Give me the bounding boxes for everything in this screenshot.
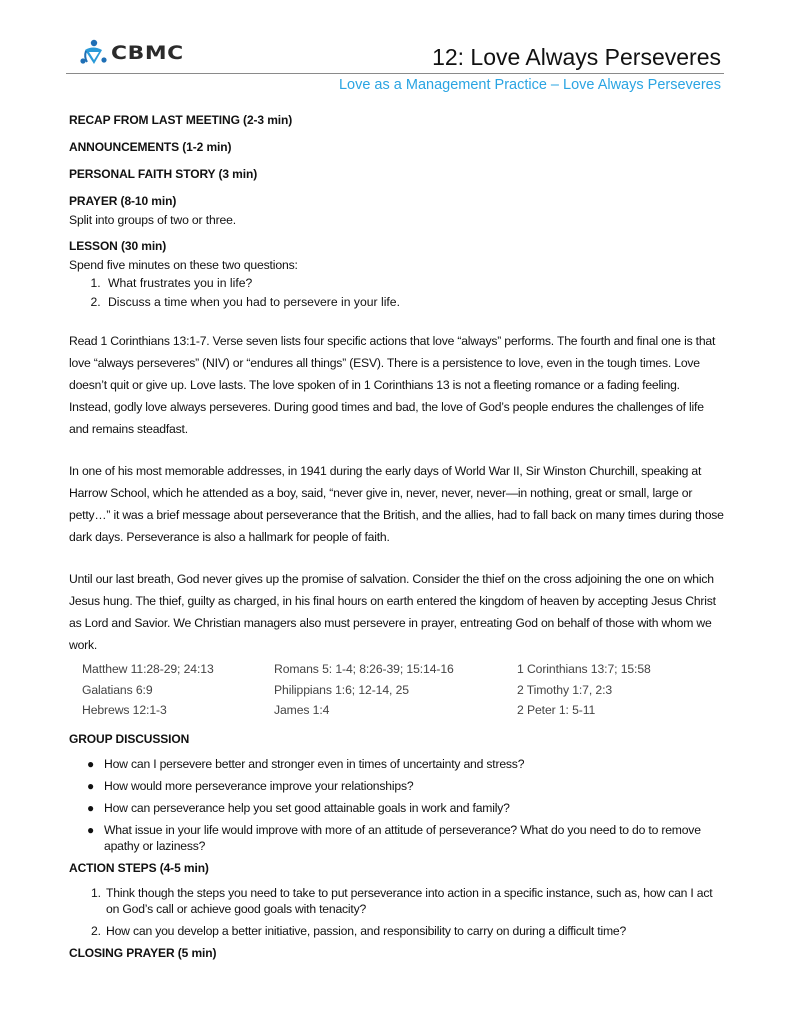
scripture-reference: Philippians 1:6; 12-14, 25: [274, 682, 409, 697]
header-divider: [66, 73, 724, 74]
faith-story-heading: PERSONAL FAITH STORY (3 min): [69, 167, 258, 181]
lesson-paragraph: Until our last breath, God never gives up the promise of salvation. Consider the thief on the cross adjoining the one on which Jesus hung. The thief, guilty as charged, in his final hours on earth entered the kingdom of heaven by accepting Jesus Christ as Lord and Savior. We Christian managers also must persevere in prayer, entreating God on behalf of those with whom we work.: [69, 572, 716, 652]
action-steps-heading: ACTION STEPS (4-5 min): [69, 860, 209, 875]
scripture-reference: Matthew 11:28-29; 24:13: [82, 662, 214, 676]
recap-heading: RECAP FROM LAST MEETING (2-3 min): [69, 113, 293, 127]
bullet-icon: ●: [87, 800, 95, 815]
announcements-heading: ANNOUNCEMENTS (1-2 min): [69, 140, 232, 154]
bullet-icon: ●: [87, 778, 95, 793]
action-step: 2. How can you develop a better initiative, passion, and responsibility to carry on during a difficult time?: [104, 923, 724, 939]
action-step: 1. Think though the steps you need to take to put perseverance into action in a specific instance, such as, how can I act on God’s call or achieve good goals with tenacity?: [104, 885, 724, 917]
lesson-intro: Spend five minutes on these two questions:: [69, 258, 298, 272]
scripture-reference: 2 Peter 1: 5-11: [517, 703, 596, 717]
discussion-text: How can I persevere better and stronger even in times of uncertainty and stress?: [104, 756, 525, 771]
lesson-paragraph: In one of his most memorable addresses, in 1941 during the early days of World War II, Sir Winston Churchill, speaking at Harrow School, which he attended as a boy, said, “never give in, never, never, never—in nothing, great or small, large or petty…” it was a brief message about perseverance that the British, and the allies, had to fall back on many times during those dark days. Perseverance is also a hallmark for people of faith.: [69, 464, 724, 544]
group-discussion-list: [69, 756, 724, 854]
scripture-reference: 1 Corinthians 13:7; 15:58: [517, 662, 651, 676]
discussion-item: [69, 822, 724, 854]
document-title: 12: Love Always Perseveres: [432, 44, 721, 70]
document-subtitle: Love as a Management Practice – Love Always Perseveres: [338, 77, 721, 93]
discussion-item: [69, 778, 724, 794]
scripture-reference: Hebrews 12:1-3: [82, 703, 167, 717]
bullet-icon: ●: [87, 822, 95, 837]
discussion-text: What issue in your life would improve with more of an attitude of perseverance? What do you need to do to remove apathy or laziness?: [104, 822, 701, 853]
lesson-question: 1. What frustrates you in life?: [104, 274, 724, 293]
group-discussion-heading: GROUP DISCUSSION: [69, 731, 190, 746]
cbmc-logo: [78, 38, 184, 68]
scripture-reference: Romans 5: 1-4; 8:26-39; 15:14-16: [274, 662, 454, 676]
closing-prayer-heading: CLOSING PRAYER (5 min): [69, 945, 217, 960]
bullet-icon: ●: [87, 756, 95, 771]
scripture-references: [69, 659, 724, 721]
prayer-text: Split into groups of two or three.: [69, 213, 236, 227]
lesson-heading: LESSON (30 min): [69, 239, 167, 253]
discussion-item: [69, 756, 724, 772]
cbmc-logo-icon: [78, 39, 108, 67]
document-body: [69, 112, 724, 961]
discussion-item: [69, 800, 724, 816]
discussion-text: How would more perseverance improve your relationships?: [104, 778, 414, 793]
prayer-heading: PRAYER (8-10 min): [69, 194, 177, 208]
scripture-reference: Galatians 6:9: [82, 682, 153, 697]
lesson-question: 2. Discuss a time when you had to persevere in your life.: [104, 293, 724, 312]
lesson-questions: [69, 274, 724, 312]
scripture-reference: 2 Timothy 1:7, 2:3: [517, 682, 613, 697]
action-steps-list: [69, 885, 724, 939]
discussion-text: How can perseverance help you set good attainable goals in work and family?: [104, 800, 510, 815]
scripture-reference: James 1:4: [274, 703, 330, 717]
logo-text: CBMC: [111, 42, 184, 64]
lesson-paragraph: Read 1 Corinthians 13:1-7. Verse seven lists four specific actions that love “always” performs. The fourth and final one is that love “always perseveres” (NIV) or “endures all things” (ESV). There is a persistence to love, even in the tough times. Love doesn’t quit or give up. Love lasts. The love spoken of in 1 Corinthians 13 is not a fleeting romance or a fading feeling. Instead, godly love always perseveres. During good times and bad, the love of God’s people endures the challenges of life and remains steadfast.: [69, 334, 716, 436]
